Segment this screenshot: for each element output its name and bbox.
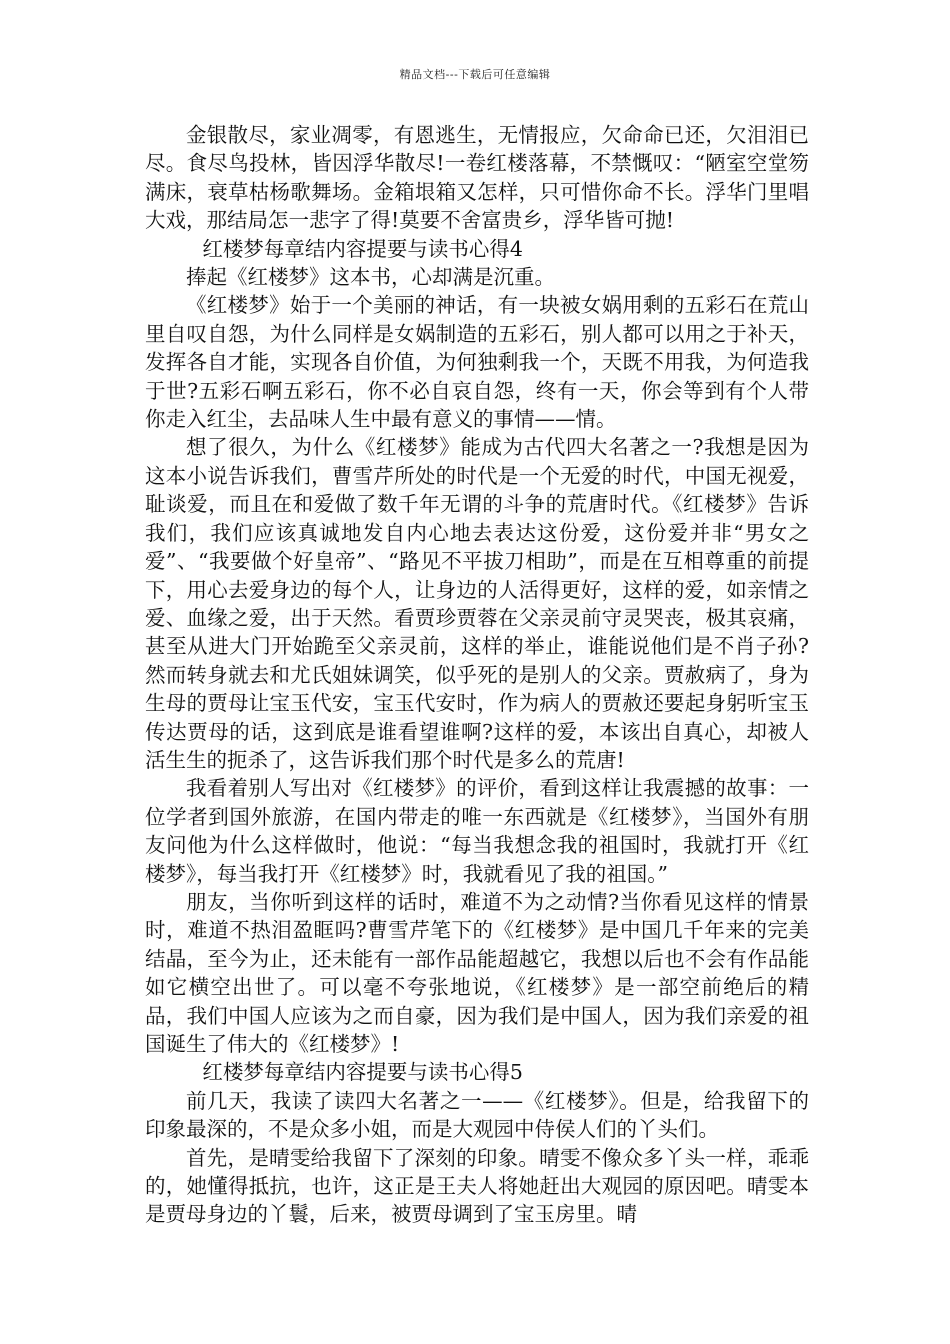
paragraph-6: 朋友，当你听到这样的话时，难道不为之动情?当你看见这样的情景时，难道不热泪盈眶吗?曹雪芹笔下的《红楼梦》是中国几千年来的完美结晶，至今为止，还未能有一部作品能超越它，我想以后也不会有作品能如它横空出世了。可以毫不夸张地说，《红楼梦》是一部空前绝后的精品，我们中国人应该为之而自豪，因为我们是中国人，因为我们亲爱的祖国诞生了伟大的《红楼梦》! (145, 889, 809, 1056)
document-body (145, 121, 809, 1229)
paragraph-8: 首先，是晴雯给我留下了深刻的印象。晴雯不像众多丫头一样，乖乖的，她懂得抵抗，也许，这正是王夫人将她赶出大观园的原因吧。晴雯本是贾母身边的丫鬟，后来，被贾母调到了宝玉房里。晴 (145, 1145, 809, 1227)
page-header: 精品文档---下载后可任意编辑 (399, 68, 551, 81)
paragraph-5: 我看着别人写出对《红楼梦》的评价，看到这样让我震撼的故事：一位学者到国外旅游，在国内带走的唯一东西就是《红楼梦》，当国外有朋友问他为什么这样做时，他说：“每当我想念我的祖国时，我就打开《红楼梦》，每当我打开《红楼梦》时，我就看见了我的祖国。” (145, 776, 809, 886)
paragraph-3: 《红楼梦》始于一个美丽的神话，有一块被女娲用剩的五彩石在荒山里自叹自怨，为什么同样是女娲制造的五彩石，别人都可以用之于补天，发挥各自才能，实现各自价值，为何独剩我一个，天既不用我，为何造我于世?五彩石啊五彩石，你不必自哀自怨，终有一天，你会等到有个人带你走入红尘，去品味人生中最有意义的事情——情。 (145, 293, 809, 432)
section-heading-5: 红楼梦每章结内容提要与读书心得5 (202, 1060, 523, 1085)
paragraph-2: 捧起《红楼梦》这本书，心却满是沉重。 (186, 265, 555, 290)
paragraph-7: 前几天，我读了读四大名著之一——《红楼梦》。但是，给我留下的印象最深的，不是众多小姐，而是大观园中侍侯人们的丫头们。 (145, 1088, 809, 1142)
section-heading-4: 红楼梦每章结内容提要与读书心得4 (202, 236, 523, 261)
paragraph-1: 金银散尽，家业凋零，有恩逃生，无情报应，欠命命已还，欠泪泪已尽。食尽鸟投林，皆因浮华散尽!一卷红楼落幕，不禁慨叹：“陋室空堂笏满床，衰草枯杨歌舞场。金箱垠箱又怎样，只可惜你命不长。浮华门里唱大戏，那结局怎一悲字了得!莫要不舍富贵乡，浮华皆可抛! (145, 123, 809, 233)
paragraph-4: 想了很久，为什么《红楼梦》能成为古代四大名著之一?我想是因为这本小说告诉我们，曹雪芹所处的时代是一个无爱的时代，中国无视爱，耻谈爱，而且在和爱做了数千年无谓的斗争的荒唐时代。《红楼梦》告诉我们，我们应该真诚地发自内心地去表达这份爱，这份爱并非“男女之爱”、“我要做个好皇帝”、“路见不平拔刀相助”，而是在互相尊重的前提下，用心去爱身边的每个人，让身边的人活得更好，这样的爱，如亲情之爱、血缘之爱，出于天然。看贾珍贾蓉在父亲灵前守灵哭丧，极其哀痛，甚至从进大门开始跪至父亲灵前，这样的举止，谁能说他们是不肖子孙?然而转身就去和尤氏姐妹调笑，似乎死的是别人的父亲。贾赦病了，身为生母的贾母让宝玉代安，宝玉代安时，作为病人的贾赦还要起身躬听宝玉传达贾母的话，这到底是谁看望谁啊?这样的爱，本该出自真心，却被人活生生的扼杀了，这告诉我们那个时代是多么的荒唐! (145, 435, 809, 772)
